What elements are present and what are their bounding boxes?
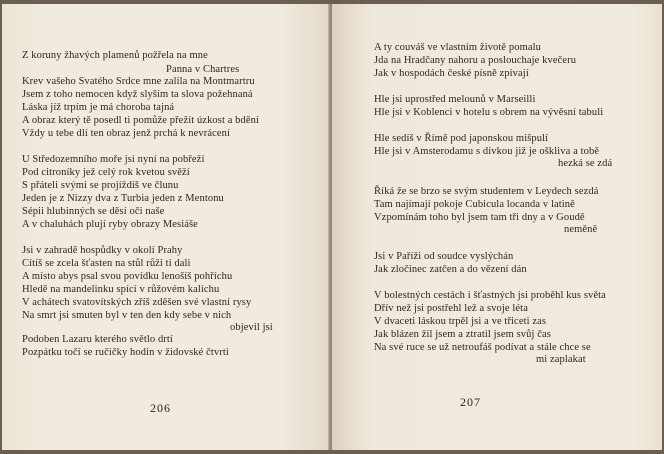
poem-line: mi zaplakat	[536, 354, 586, 365]
left-page	[2, 4, 330, 450]
poem-line: Tam najímají pokoje Cubicula locanda v latině	[374, 199, 575, 210]
poem-line: Hle jsi v Amsterodamu s dívkou již je oškliva a tobě	[374, 146, 600, 157]
poem-line: Hle jsi uprostřed melounů v Marseilli	[374, 94, 536, 105]
poem-line: Jsi v Paříži od soudce vyslýchán	[374, 251, 514, 262]
poem-line: A ty couváš ve vlastním životě pomalu	[374, 42, 542, 53]
poem-line: Jak blázen žil jsem a ztratil jsem svůj čas	[374, 329, 551, 340]
page-number: 207	[460, 395, 481, 409]
poem-line: Jsi v zahradě hospůdky v okolí Prahy	[22, 245, 183, 256]
poem-line: V dvaceti láskou trpěl jsi a ve třiceti zas	[374, 316, 547, 327]
poem-line: Jak zločinec zatčen a do vězení dán	[374, 264, 527, 275]
poem-line: Hle sedíš v Římě pod japonskou mišpulí	[374, 133, 549, 144]
poem-line: A v chaluhách plují ryby obrazy Mesiáše	[22, 219, 198, 230]
poem-line: Vzpomínám toho byl jsem tam tři dny a v Goudě	[374, 212, 585, 223]
poem-line: Panna v Chartres	[166, 64, 240, 75]
poem-line: Vždy u tebe dlí ten obraz jenž prchá k nevrácení	[22, 128, 230, 139]
poem-line: S přáteli svými se projíždíš ve člunu	[22, 180, 179, 191]
poem-line: Pozpátku točí se ručičky hodin v židovské čtvrti	[22, 347, 229, 358]
poem-line: Pod citroníky jež celý rok kvetou svěží	[22, 167, 190, 178]
poem-line: Jsem z toho nemocen když slyším ta slova požehnaná	[22, 89, 253, 100]
poem-line: A místo abys psal svou povídku lenošíš pohříchu	[22, 271, 233, 282]
page-number: 206	[150, 401, 171, 415]
poem-line: U Středozemního moře jsi nyní na pobřeží	[22, 154, 205, 165]
poem-line: Hle jsi v Koblenci v hotelu s obrem na vývěsní tabuli	[374, 107, 604, 118]
right-page	[332, 4, 662, 450]
poem-line: objevil jsi	[230, 322, 273, 333]
poem-line: Hledě na mandelinku spící v růžovém kalichu	[22, 284, 220, 295]
poem-line: Na smrt jsi smuten byl v ten den kdy sebe v nich	[22, 310, 232, 321]
poem-line: V bolestných cestách i šťastných jsi proběhl kus světa	[374, 290, 606, 301]
poem-line: Jeden je z Nizzy dva z Turbia jeden z Mentonu	[22, 193, 224, 204]
poem-line: Cítíš se zcela šťasten na stůl růži ti dali	[22, 258, 191, 269]
poem-line: hezká se zdá	[558, 158, 613, 169]
poem-line: V achátech svatovítských zříš zděšen své vlastní rysy	[22, 297, 252, 308]
poem-line: Jak v hospodách české písně zpívají	[374, 68, 529, 79]
poem-line: Na své ruce se už netroufáš podívat a stále chce se	[374, 342, 591, 353]
poem-line: neměně	[564, 224, 598, 235]
poem-line: Jda na Hradčany nahoru a poslouchaje kvečeru	[374, 55, 577, 66]
poem-line: Říká že se brzo se svým studentem v Leydech sezdá	[374, 186, 599, 197]
poem-line: Z koruny žhavých plamenů požřela na mne	[22, 50, 208, 61]
poem-line: Podoben Lazaru kterého světlo drtí	[22, 334, 173, 345]
poem-line: Krev vašeho Svatého Srdce mne zalila na Montmartru	[22, 76, 255, 87]
poem-line: Dřív než jsi postřehl lež a svoje léta	[374, 303, 528, 314]
poem-line: Láska jíž trpím je má choroba tajná	[22, 102, 175, 113]
poem-line: Sépii hlubinných se děsí oči naše	[22, 206, 165, 217]
poem-line: A obraz který tě posedl ti pomůže přežít úzkost a bdění	[22, 115, 260, 126]
